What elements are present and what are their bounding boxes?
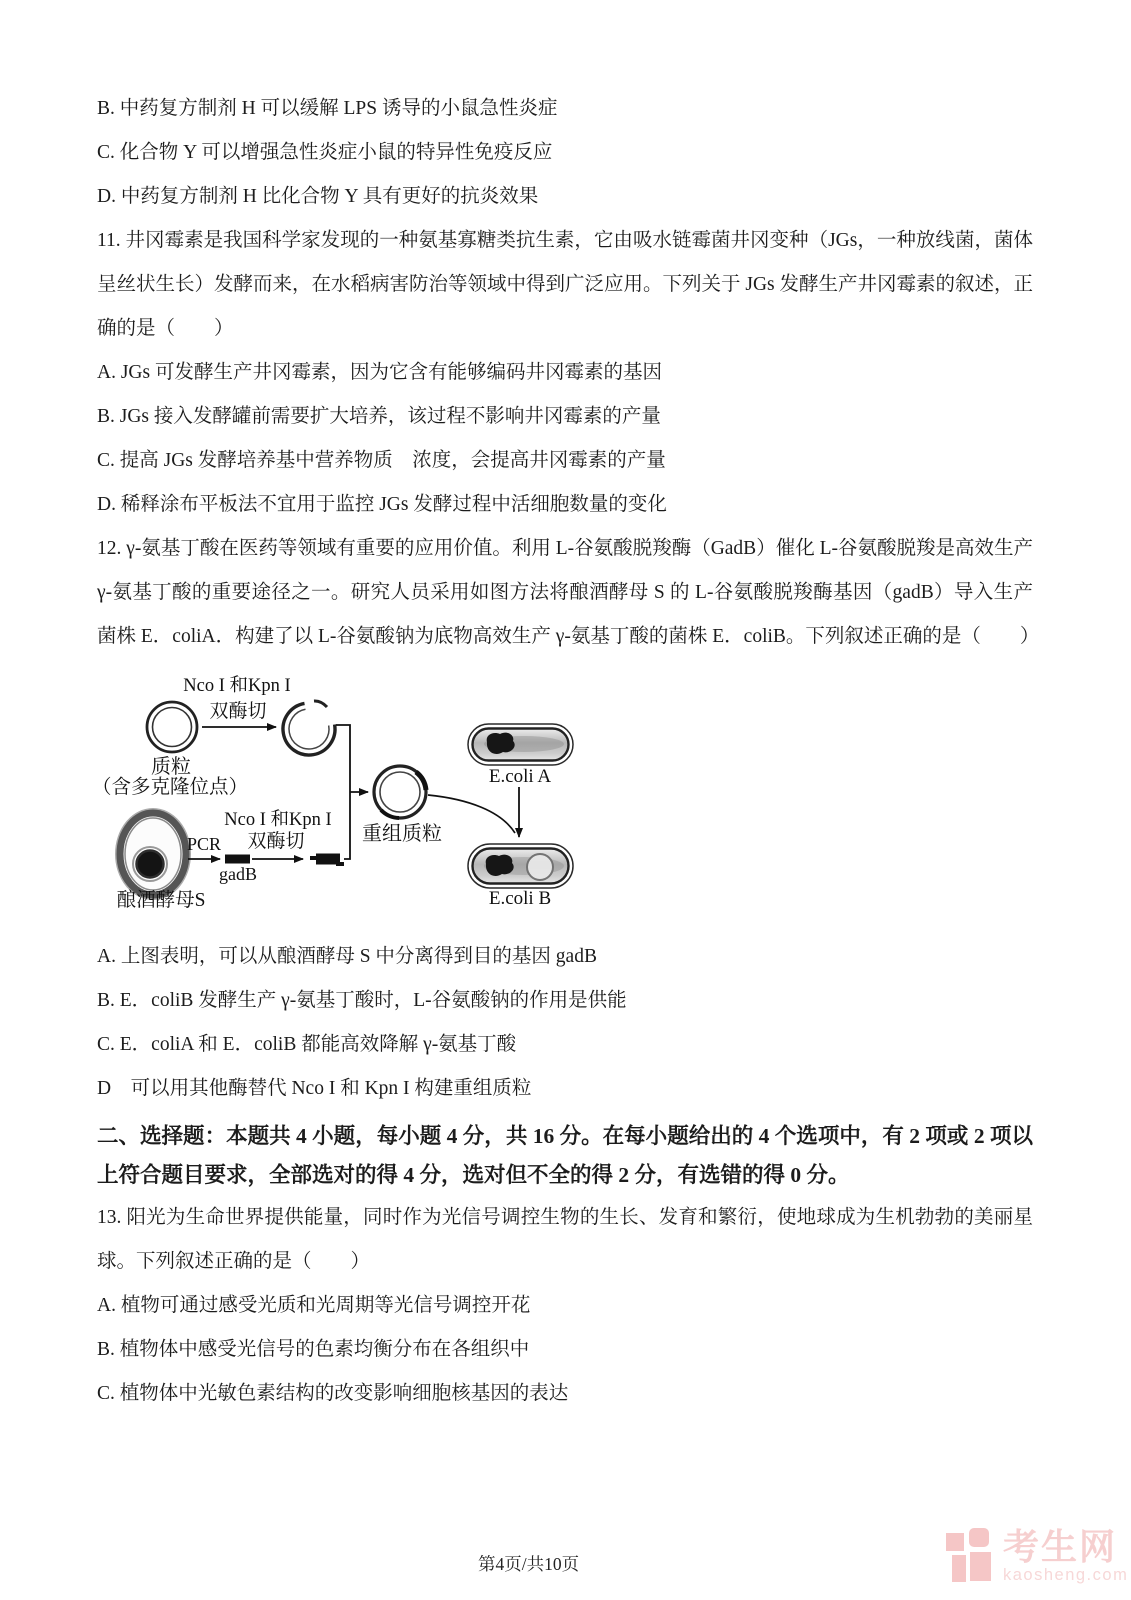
recombinant-plasmid-icon: [374, 766, 426, 818]
question-13-stem: 13. 阳光为生命世界提供能量，同时作为光信号调控生物的生长、发育和繁衍，使地球成为生机勃勃的美丽星球。下列叙述正确的是（ ）: [97, 1207, 1033, 1272]
cut-gene-fragment: [310, 854, 344, 867]
digest-label-bottom: 双酶切: [247, 831, 305, 852]
digest-label-top: 双酶切: [209, 701, 267, 722]
question-13-option-b: B. 植物体中感受光信号的色素均衡分布在各组织中: [97, 1339, 530, 1360]
logo-block-bottom-right: [970, 1552, 991, 1581]
question-12-option-b: B. E．coliB 发酵生产 γ-氨基丁酸时，L-谷氨酸钠的作用是供能: [97, 990, 627, 1011]
yeast-label: 酿酒酵母S: [116, 890, 206, 911]
enzyme-label-top: Nco I 和Kpn I: [183, 676, 291, 696]
watermark-text: [1003, 1528, 1128, 1586]
ecoli-b-label: E.coli B: [488, 888, 552, 909]
question-11-option-c: C. 提高 JGs 发酵培养基中营养物质 浓度，会提高井冈霉素的产量: [97, 450, 666, 471]
question-13-option-a: A. 植物可通过感受光质和光周期等光信号调控开花: [97, 1295, 531, 1316]
cut-plasmid-icon: [283, 701, 335, 755]
question-12-option-d: D 可以用其他酶替代 Nco I 和 Kpn I 构建重组质粒: [97, 1078, 532, 1099]
section-2-heading: 二、选择题：本题共 4 小题，每小题 4 分，共 16 分。在每小题给出的 4 个选项中，有 2 项或 2 项以上符合题目要求，全部选对的得 4 分，选对但不全的得 2 分，有选错的得 0 分。: [97, 1124, 1033, 1187]
ecoli-a-label: E.coli A: [488, 766, 552, 787]
question-11-option-a: A. JGs 可发酵生产井冈霉素，因为它含有能够编码井冈霉素的基因: [97, 362, 662, 383]
question-13-option-c: C. 植物体中光敏色素结构的改变影响细胞核基因的表达: [97, 1383, 569, 1404]
yeast-cell-icon: [116, 809, 190, 899]
logo-block-top-right: [969, 1528, 989, 1547]
logo-block-bottom-left: [952, 1555, 966, 1582]
exam-content: [91, 87, 1040, 1416]
question-12-stem: 12. γ-氨基丁酸在医药等领域有重要的应用价值。利用 L-谷氨酸脱羧酶（GadB）催化 L-谷氨酸脱羧是高效生产 γ-氨基丁酸的重要途径之一。研究人员采用如图方法将酿酒酵母 S 的 L-谷氨酸脱羧酶基因（gadB）导入生产菌株 E．coliA．构建了以 L-谷氨酸钠为底物高效生产 γ-氨基丁酸的菌株 E．coliB。下列叙述正确的是（ ）: [97, 538, 1040, 647]
enzyme-label-bottom: Nco I 和Kpn I: [224, 810, 332, 830]
recombinant-plasmid-label: 重组质粒: [362, 823, 442, 845]
gadb-gene-bar: [225, 855, 250, 864]
page-number: 第4页/共10页: [478, 1554, 580, 1574]
watermark-site-url: kaosheng.com: [1003, 1565, 1129, 1584]
question-11-option-d: D. 稀释涂布平板法不宜用于监控 JGs 发酵过程中活细胞数量的变化: [97, 494, 667, 515]
plasmid-circle-icon: [147, 702, 197, 752]
pcr-label: PCR: [186, 834, 222, 854]
question-11-stem: 11. 井冈霉素是我国科学家发现的一种氨基寡糖类抗生素，它由吸水链霉菌井冈变种（JGs，一种放线菌，菌体呈丝状生长）发酵而来，在水稻病害防治等领域中得到广泛应用。下列关于 JGs 发酵生产井冈霉素的叙述，正确的是（ ）: [97, 230, 1034, 339]
gadb-label: gadB: [219, 864, 257, 884]
question-10-option-c: C. 化合物 Y 可以增强急性炎症小鼠的特异性免疫反应: [97, 142, 553, 163]
question-12-option-c: C. E．coliA 和 E．coliB 都能高效降解 γ-氨基丁酸: [97, 1034, 517, 1055]
question-12-option-a: A. 上图表明，可以从酿酒酵母 S 中分离得到目的基因 gadB: [97, 946, 597, 967]
question-11-option-b: B. JGs 接入发酵罐前需要扩大培养，该过程不影响井冈霉素的产量: [97, 406, 661, 427]
plasmid-note-label: （含多克隆位点）: [91, 777, 249, 798]
logo-block-top-left: [946, 1533, 964, 1551]
connector-lines: [336, 725, 350, 859]
gene-cloning-diagram: [91, 661, 660, 913]
ecoli-b-cell-icon: [468, 844, 573, 888]
kaosheng-logo-icon: [946, 1528, 994, 1584]
ecoli-a-cell-icon: [468, 724, 573, 765]
plasmid-label: 质粒: [151, 756, 191, 778]
question-10-option-d: D. 中药复方制剂 H 比化合物 Y 具有更好的抗炎效果: [97, 186, 539, 207]
watermark-site-name: 考生网: [1003, 1526, 1118, 1567]
question-10-option-b: B. 中药复方制剂 H 可以缓解 LPS 诱导的小鼠急性炎症: [97, 98, 558, 119]
kaosheng-watermark: [946, 1528, 1128, 1586]
